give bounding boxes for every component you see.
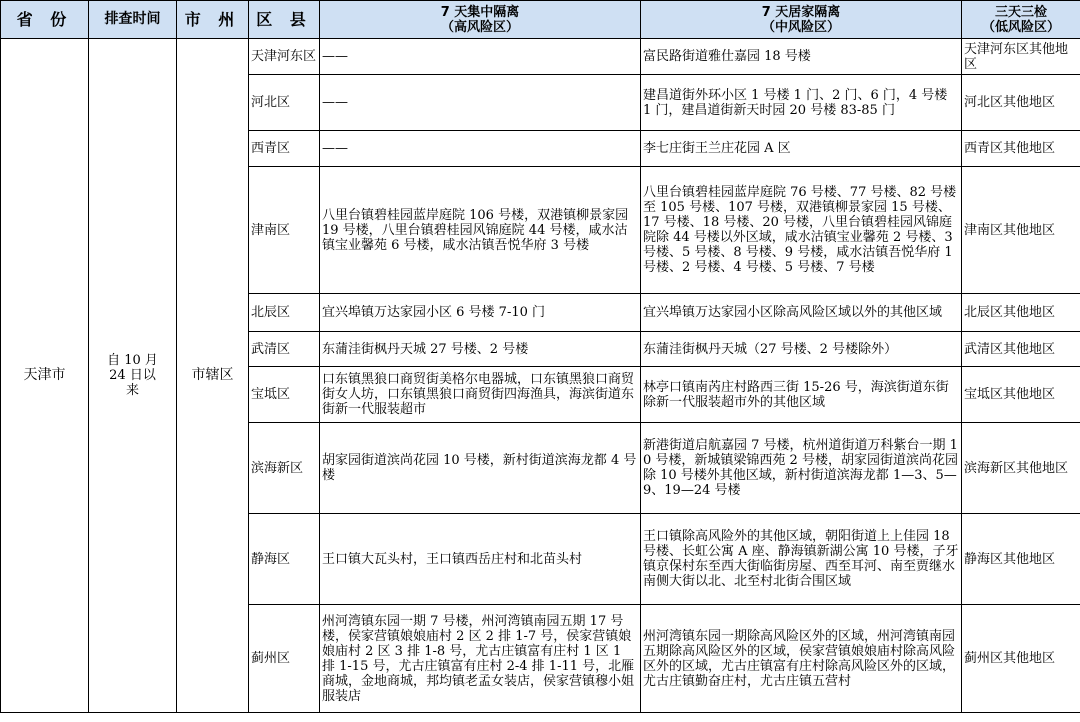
district-cell: 津南区 [249,167,320,294]
district-cell: 天津河东区 [249,39,320,75]
check-time-cell: 自 10 月 24 日以来 [89,39,177,713]
mid-risk-cell: 八里台镇碧桂园蓝岸庭院 76 号楼、77 号楼、82 号楼至 105 号楼、107 号楼，双港镇柳景家园 15 号楼、17 号楼、18 号楼、20 号楼，八里台镇碧桂园风锦庭院除 44 号楼以外区域，咸水沽镇宝业馨苑 2 号楼、3 号楼、5 号楼、8 号楼、9 号楼，咸水沽镇吾悦华府 1 号楼、2 号楼、4 号楼、5 号楼、7 号楼 [641,167,962,294]
city-cell: 市辖区 [177,39,249,713]
header-city: 市 州 [177,1,249,39]
mid-risk-cell: 新港街道启航嘉园 7 号楼，杭州道街道万科紫台一期 10 号楼，新城镇梁锦西苑 2 号楼，胡家园街道滨尚花园除 10 号楼外其他区域，新村街道滨海龙都 1—3、5—9、19—24 号楼 [641,423,962,514]
low-risk-cell: 滨海新区其他地区 [962,423,1080,514]
header-high-risk [320,1,641,39]
high-risk-cell: 东蒲洼街枫丹天城 27 号楼、2 号楼 [320,332,641,367]
low-risk-cell: 武清区其他地区 [962,332,1080,367]
mid-risk-cell: 王口镇除高风险外的其他区域，朝阳街道上上佳园 18 号楼、长虹公寓 A 座、静海镇新湖公寓 10 号楼，子牙镇京保村东至西大街临街房屋、西至耳河、南至贾继水南侧大街以北、北至村北街合围区域 [641,514,962,605]
district-cell: 河北区 [249,75,320,131]
header-high-risk-line1: 7 天集中隔离 [440,4,520,20]
low-risk-cell: 天津河东区其他地区 [962,39,1080,75]
district-cell: 静海区 [249,514,320,605]
district-cell: 滨海新区 [249,423,320,514]
high-risk-cell: —— [320,131,641,167]
header-province: 省 份 [1,1,89,39]
high-risk-cell: —— [320,75,641,131]
mid-risk-cell: 宜兴埠镇万达家园小区除高风险区域以外的其他区域 [641,294,962,332]
district-cell: 西青区 [249,131,320,167]
low-risk-cell: 北辰区其他地区 [962,294,1080,332]
high-risk-cell: 宜兴埠镇万达家园小区 6 号楼 7-10 门 [320,294,641,332]
district-cell: 蓟州区 [249,605,320,713]
mid-risk-cell: 富民路街道雅仕嘉园 18 号楼 [641,39,962,75]
district-cell: 武清区 [249,332,320,367]
low-risk-cell: 津南区其他地区 [962,167,1080,294]
high-risk-cell: 胡家园街道滨尚花园 10 号楼，新村街道滨海龙都 4 号楼 [320,423,641,514]
header-mid-risk [641,1,962,39]
mid-risk-cell: 林亭口镇南芮庄村路西三街 15-26 号，海滨街道东街除新一代服装超市外的其他区域 [641,367,962,423]
district-cell: 宝坻区 [249,367,320,423]
low-risk-cell: 蓟州区其他地区 [962,605,1080,713]
header-high-risk-line2: （高风险区） [440,19,519,35]
province-cell: 天津市 [1,39,89,713]
header-check-time: 排查时间 [89,1,177,39]
header-low-risk-line1: 三天三检 [994,4,1047,20]
header-district: 区 县 [249,1,320,39]
mid-risk-cell: 建昌道街外环小区 1 号楼 1 门、2 门、6 门，4 号楼 1 门，建昌道街新天时园 20 号楼 83-85 门 [641,75,962,131]
low-risk-cell: 宝坻区其他地区 [962,367,1080,423]
mid-risk-cell: 州河湾镇东园一期除高风险区外的区域，州河湾镇南园五期除高风险区外的区域，侯家营镇娘娘庙村除高风险区外的区域，尤古庄镇富有庄村除高风险区外的区域，尤古庄镇勤奋庄村，尤古庄镇五营村 [641,605,962,713]
mid-risk-cell: 东蒲洼街枫丹天城（27 号楼、2 号楼除外） [641,332,962,367]
header-low-risk-line2: （低风险区） [981,19,1060,35]
mid-risk-cell: 李七庄街王兰庄花园 A 区 [641,131,962,167]
header-low-risk [962,1,1080,39]
high-risk-cell: 王口镇大瓦头村，王口镇西岳庄村和北苗头村 [320,514,641,605]
header-mid-risk-line2: （中风险区） [761,19,840,35]
high-risk-cell: 州河湾镇东园一期 7 号楼，州河湾镇南园五期 17 号楼，侯家营镇娘娘庙村 2 区 2 排 1-7 号，侯家营镇娘娘庙村 2 区 3 排 1-8 号，尤古庄镇富有庄村 1 区 1 排 1-15 号，尤古庄镇富有庄村 2-4 排 1-11 号，北雁商城，金地商城，邦均镇老孟女装店，侯家营镇穆小姐服装店 [320,605,641,713]
table-row [1,39,1080,75]
low-risk-cell: 静海区其他地区 [962,514,1080,605]
high-risk-cell: —— [320,39,641,75]
district-cell: 北辰区 [249,294,320,332]
low-risk-cell: 西青区其他地区 [962,131,1080,167]
header-mid-risk-line1: 7 天居家隔离 [761,4,841,20]
high-risk-cell: 口东镇黑狼口商贸街美格尔电器城，口东镇黑狼口商贸街女人坊，口东镇黑狼口商贸街四海渔具，海滨街道东街新一代服装超市 [320,367,641,423]
high-risk-cell: 八里台镇碧桂园蓝岸庭院 106 号楼，双港镇柳景家园 19 号楼，八里台镇碧桂园风锦庭院 44 号楼，咸水沽镇宝业馨苑 6 号楼，咸水沽镇吾悦华府 3 号楼 [320,167,641,294]
header-row [1,1,1080,39]
low-risk-cell: 河北区其他地区 [962,75,1080,131]
